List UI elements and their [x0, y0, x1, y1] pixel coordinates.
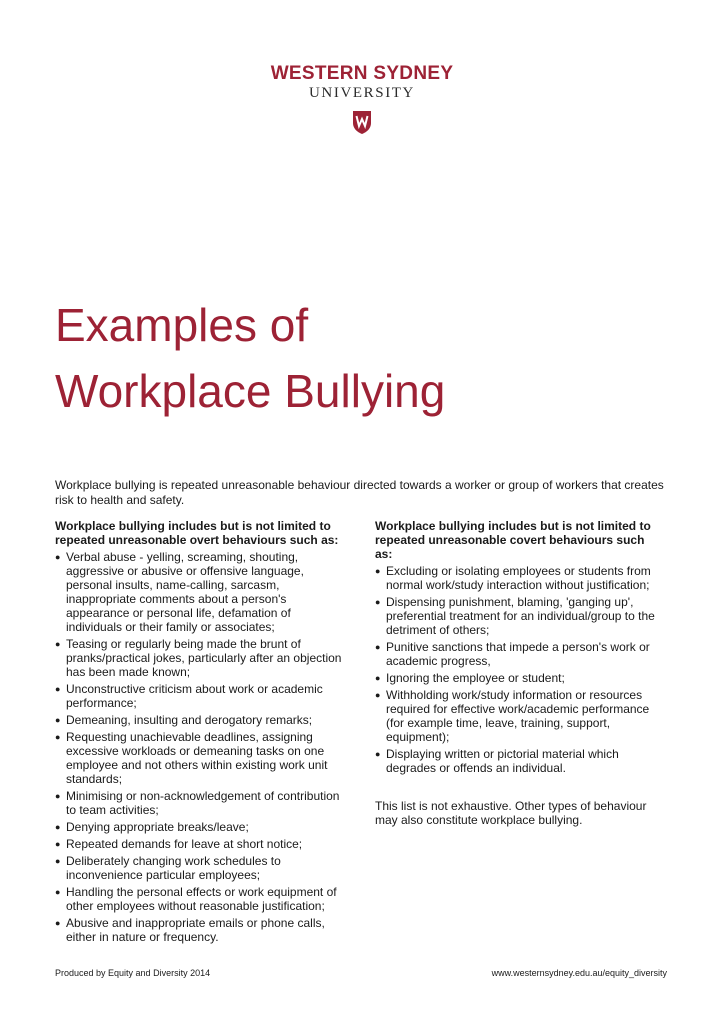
list-item-text: Dispensing punishment, blaming, 'ganging up', preferential treatment for an individual/group to the detriment of others; [386, 595, 655, 637]
list-item-text: Punitive sanctions that impede a person's work or academic progress, [386, 640, 650, 668]
bullet-icon: ● [55, 856, 61, 866]
bullet-icon: ● [55, 791, 61, 801]
university-logo [0, 64, 724, 135]
page-title [55, 292, 445, 424]
list-item [375, 564, 665, 592]
list-item-text: Ignoring the employee or student; [386, 671, 565, 685]
list-item [375, 747, 665, 775]
list-item [375, 671, 665, 685]
list-item-text: Verbal abuse - yelling, screaming, shouting, aggressive or abusive or offensive language, personal insults, name-calling, sarcasm, inappropriate comments about a person's appearance or personal life, defamation of individuals or their family or associates; [66, 550, 304, 634]
list-item-text: Handling the personal effects or work equipment of other employees without reasonable justification; [66, 885, 337, 913]
list-item [375, 595, 665, 637]
list-item-text: Requesting unachievable deadlines, assigning excessive workloads or demeaning tasks on one employee and not others within existing work unit standards; [66, 730, 328, 786]
list-item [55, 854, 350, 882]
page-title-line1: Examples of [55, 299, 309, 351]
covert-behaviours-column [375, 519, 665, 827]
list-item-text: Displaying written or pictorial material which degrades or offends an individual. [386, 747, 619, 775]
bullet-icon: ● [375, 597, 381, 607]
bullet-icon: ● [375, 673, 381, 683]
list-item [55, 682, 350, 710]
list-item-text: Excluding or isolating employees or students from normal work/study interaction without justification; [386, 564, 651, 592]
list-item [55, 637, 350, 679]
bullet-icon: ● [375, 642, 381, 652]
list-item [55, 885, 350, 913]
list-item-text: Withholding work/study information or resources required for effective work/academic performance (for example time, leave, training, support, equipment); [386, 688, 650, 744]
list-item [55, 820, 350, 834]
bullet-icon: ● [375, 749, 381, 759]
footer-url: www.westernsydney.edu.au/equity_diversity [491, 968, 667, 978]
list-item [55, 550, 350, 634]
bullet-icon: ● [375, 566, 381, 576]
not-exhaustive-note: This list is not exhaustive. Other types of behaviour may also constitute workplace bullying. [375, 799, 647, 827]
footer-producer: Produced by Equity and Diversity 2014 [55, 968, 211, 978]
list-item-text: Demeaning, insulting and derogatory remarks; [66, 713, 313, 727]
bullet-icon: ● [55, 822, 61, 832]
list-item-text: Abusive and inappropriate emails or phone calls, either in nature or frequency. [66, 916, 325, 944]
list-item-text: Unconstructive criticism about work or academic performance; [66, 682, 323, 710]
bullet-icon: ● [55, 639, 61, 649]
bullet-icon: ● [55, 839, 61, 849]
bullet-icon: ● [55, 918, 61, 928]
university-shield-icon [352, 110, 372, 135]
list-item-text: Repeated demands for leave at short notice; [66, 837, 303, 851]
list-item [55, 730, 350, 786]
covert-list [375, 564, 665, 775]
list-item [55, 916, 350, 944]
overt-heading: Workplace bullying includes but is not limited to repeated unreasonable overt behaviours such as: [55, 519, 339, 547]
list-item-text: Minimising or non-acknowledgement of contribution to team activities; [66, 789, 340, 817]
bullet-icon: ● [55, 684, 61, 694]
overt-behaviours-column [55, 519, 350, 947]
bullet-icon: ● [55, 887, 61, 897]
logo-wordmark-line2: UNIVERSITY [309, 85, 415, 101]
bullet-icon: ● [55, 552, 61, 562]
list-item [375, 688, 665, 744]
overt-list [55, 550, 350, 944]
bullet-icon: ● [55, 732, 61, 742]
list-item-text: Deliberately changing work schedules to inconvenience particular employees; [66, 854, 281, 882]
page-title-line2: Workplace Bullying [55, 365, 446, 417]
list-item [55, 713, 350, 727]
intro-paragraph: Workplace bullying is repeated unreasonable behaviour directed towards a worker or group of workers that creates risk to health and safety. [55, 478, 664, 507]
bullet-icon: ● [55, 715, 61, 725]
list-item [55, 837, 350, 851]
list-item [55, 789, 350, 817]
bullet-icon: ● [375, 690, 381, 700]
logo-wordmark-line1: WESTERN SYDNEY [270, 63, 454, 84]
covert-heading: Workplace bullying includes but is not limited to repeated unreasonable covert behaviours such as: [375, 519, 651, 561]
list-item-text: Denying appropriate breaks/leave; [66, 820, 249, 834]
list-item-text: Teasing or regularly being made the brunt of pranks/practical jokes, particularly after an objection has been made known; [66, 637, 342, 679]
list-item [375, 640, 665, 668]
